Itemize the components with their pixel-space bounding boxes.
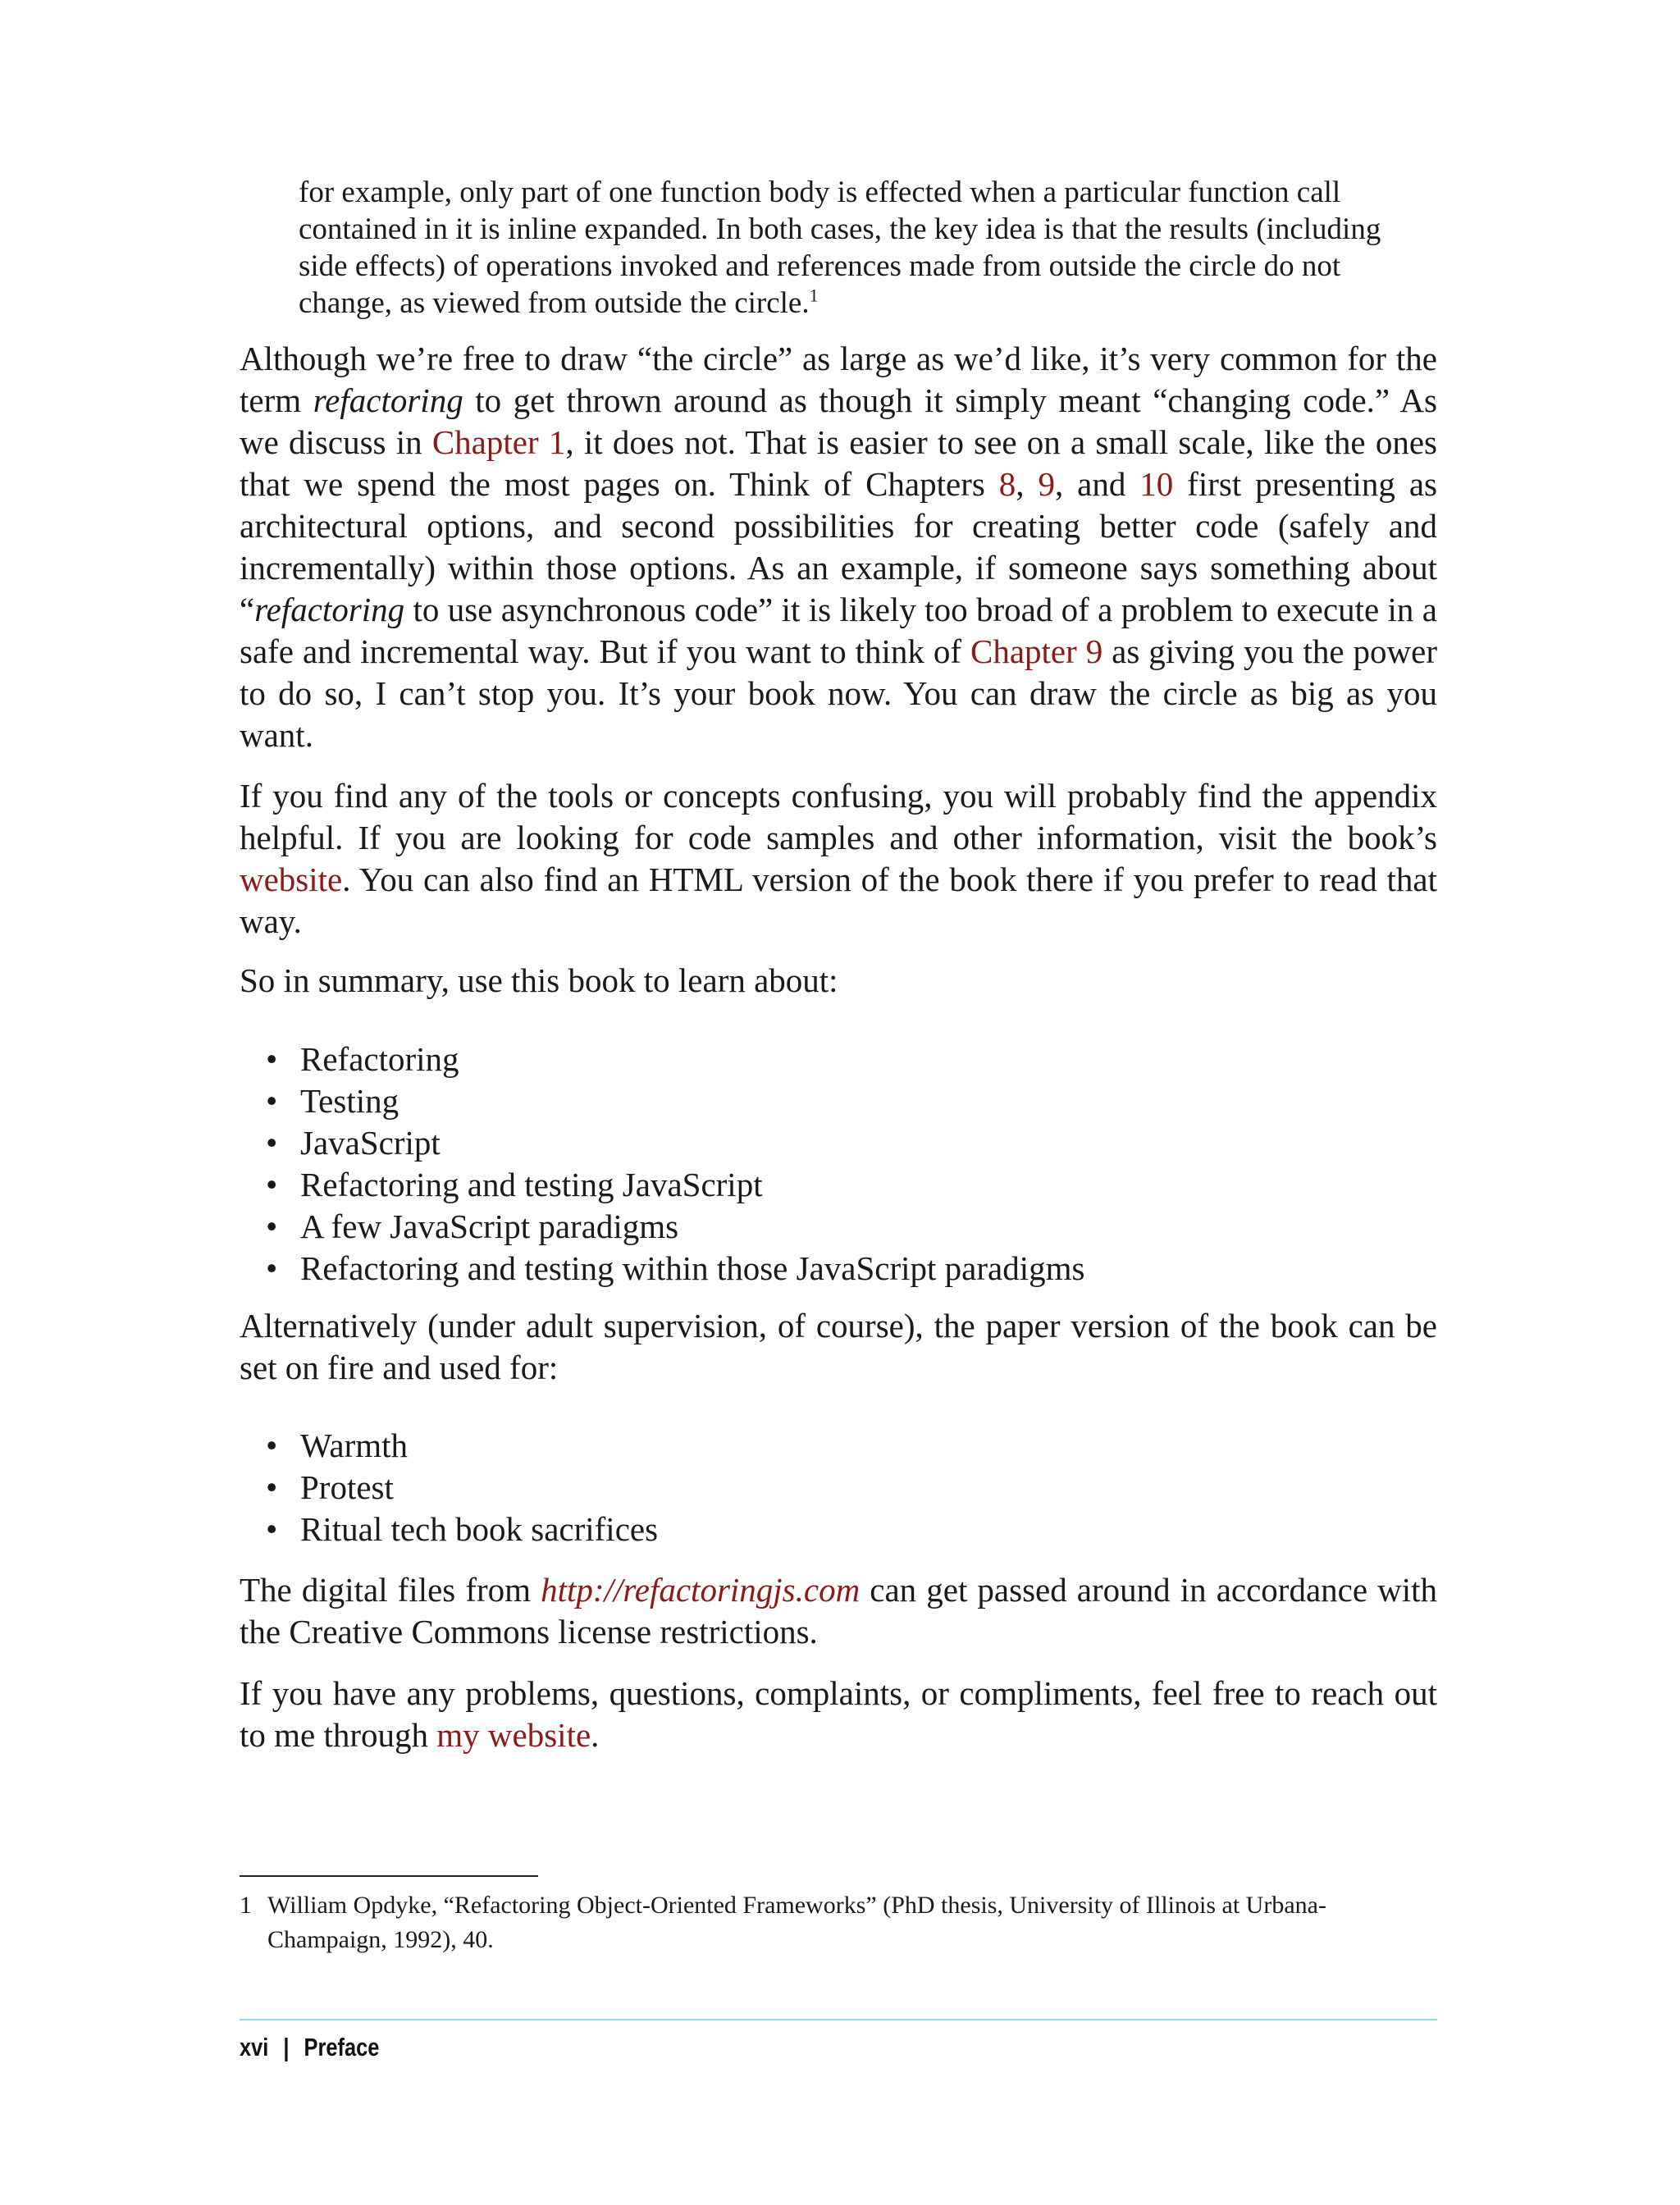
list-item xyxy=(240,1080,1437,1122)
list-item-text: JavaScript xyxy=(300,1124,441,1162)
text-run: , it does not. That is easier to see on a small scale, like the ones that we spend the most pages on. Think of Chapters xyxy=(240,423,1437,503)
footnote-divider xyxy=(240,1875,538,1877)
list-item-text: Refactoring and testing JavaScript xyxy=(300,1166,763,1203)
summary-text: So in summary, use this book to learn about: xyxy=(240,961,838,999)
link-website[interactable]: website xyxy=(240,861,343,898)
section-name: Preface xyxy=(304,2033,380,2061)
bullet-icon: • xyxy=(266,1166,278,1203)
list-item xyxy=(240,1039,1437,1080)
footnote-1 xyxy=(240,1888,1421,1957)
emphasis-refactoring: refactoring xyxy=(254,591,405,628)
list-item xyxy=(240,1122,1437,1164)
list-item-text: Refactoring xyxy=(300,1040,459,1078)
list-item-text: Ritual tech book sacrifices xyxy=(300,1510,659,1548)
footnote-ref-1[interactable]: 1 xyxy=(809,285,819,306)
paragraph-digital-files xyxy=(240,1569,1437,1653)
emphasis-refactoring: refactoring xyxy=(313,381,463,419)
link-chapter-9[interactable]: 9 xyxy=(1038,465,1055,503)
list-item xyxy=(240,1509,1437,1550)
learn-list xyxy=(240,1039,1437,1290)
text-run: If you have any problems, questions, complaints, or compliments, feel free to reach out to me through xyxy=(240,1674,1437,1754)
list-item-text: Protest xyxy=(300,1468,394,1506)
bullet-icon: • xyxy=(266,1249,278,1287)
text-run: Although we’re free to draw “the circle” as large as we’d like, it’s very common for the term xyxy=(240,340,1437,419)
text-run: first presenting as architectural options, and second possibilities for creating better code (safely and incrementally) within those options. As an example, if someone says something about “ xyxy=(240,465,1438,628)
footnote-text: William Opdyke, “Refactoring Object-Oriented Frameworks” (PhD thesis, University of Illinois at Urbana-Champaign, 1992), 40. xyxy=(267,1892,1326,1953)
list-item xyxy=(240,1425,1437,1467)
alternatively-text: Alternatively (under adult supervision, of course), the paper version of the book can be set on fire and used for: xyxy=(240,1307,1437,1386)
bullet-icon: • xyxy=(266,1427,278,1464)
list-item xyxy=(240,1206,1437,1248)
link-chapter-1[interactable]: Chapter 1 xyxy=(431,423,566,461)
list-item-text: Warmth xyxy=(300,1427,409,1464)
link-refactoringjs-url[interactable]: http://refactoringjs.com xyxy=(541,1571,861,1609)
link-chapter-9-giving[interactable]: Chapter 9 xyxy=(970,632,1103,670)
list-item-text: Refactoring and testing within those JavaScript paradigms xyxy=(300,1249,1085,1287)
list-item xyxy=(240,1248,1437,1290)
paragraph-appendix xyxy=(240,775,1437,943)
list-item xyxy=(240,1467,1437,1509)
paragraph-summary xyxy=(240,960,1437,1002)
link-chapter-8[interactable]: 8 xyxy=(998,465,1016,503)
bullet-icon: • xyxy=(266,1040,278,1078)
list-item-text: Testing xyxy=(300,1082,399,1120)
paragraph-circle xyxy=(240,338,1437,756)
bullet-icon: • xyxy=(266,1510,278,1548)
list-item-text: A few JavaScript paradigms xyxy=(300,1208,679,1245)
paragraph-alternatively xyxy=(240,1305,1437,1389)
bullet-icon: • xyxy=(266,1082,278,1120)
bullet-icon: • xyxy=(266,1468,278,1506)
text-run: as giving you the power to do so, I can’t stop you. It’s your book now. You can draw the circle as big as you want. xyxy=(240,632,1437,754)
text-run: can get passed around in accordance with the Creative Commons license restrictions. xyxy=(240,1571,1438,1650)
list-item xyxy=(240,1164,1437,1206)
running-footer xyxy=(240,2026,379,2069)
paragraph-contact xyxy=(240,1673,1437,1756)
link-my-website[interactable]: my website xyxy=(436,1716,591,1754)
text-run: to use asynchronous code” it is likely too broad of a problem to execute in a safe and incremental way. But if you want to think of xyxy=(240,591,1437,670)
fire-list xyxy=(240,1425,1437,1550)
text-run: , and xyxy=(1054,465,1140,503)
bullet-icon: • xyxy=(266,1124,278,1162)
footnote-number: 1 xyxy=(240,1892,252,1919)
text-run: If you find any of the tools or concepts confusing, you will probably find the appendix helpful. If you are looking for code samples and other information, visit the book’s xyxy=(240,777,1437,856)
text-run: The digital files from xyxy=(240,1571,541,1609)
text-run: to get thrown around as though it simply meant “changing code.” As we discuss in xyxy=(240,381,1438,461)
text-run: . You can also find an HTML version of the book there if you prefer to read that way. xyxy=(240,861,1437,940)
page-number: xvi xyxy=(240,2033,269,2061)
text-run: . xyxy=(591,1716,600,1754)
text-run: , xyxy=(1016,465,1039,503)
quote-text: for example, only part of one function body is effected when a particular function call contained in it is inline expanded. In both cases, the key idea is that the results (including side effects) of operations invoked and references made from outside the circle do not change, as viewed from outside the circle. xyxy=(299,176,1381,320)
footer-rule xyxy=(240,2019,1437,2020)
footer-separator: | xyxy=(283,2033,290,2061)
link-chapter-10[interactable]: 10 xyxy=(1139,465,1174,503)
bullet-icon: • xyxy=(266,1208,278,1245)
block-quote xyxy=(299,174,1390,322)
